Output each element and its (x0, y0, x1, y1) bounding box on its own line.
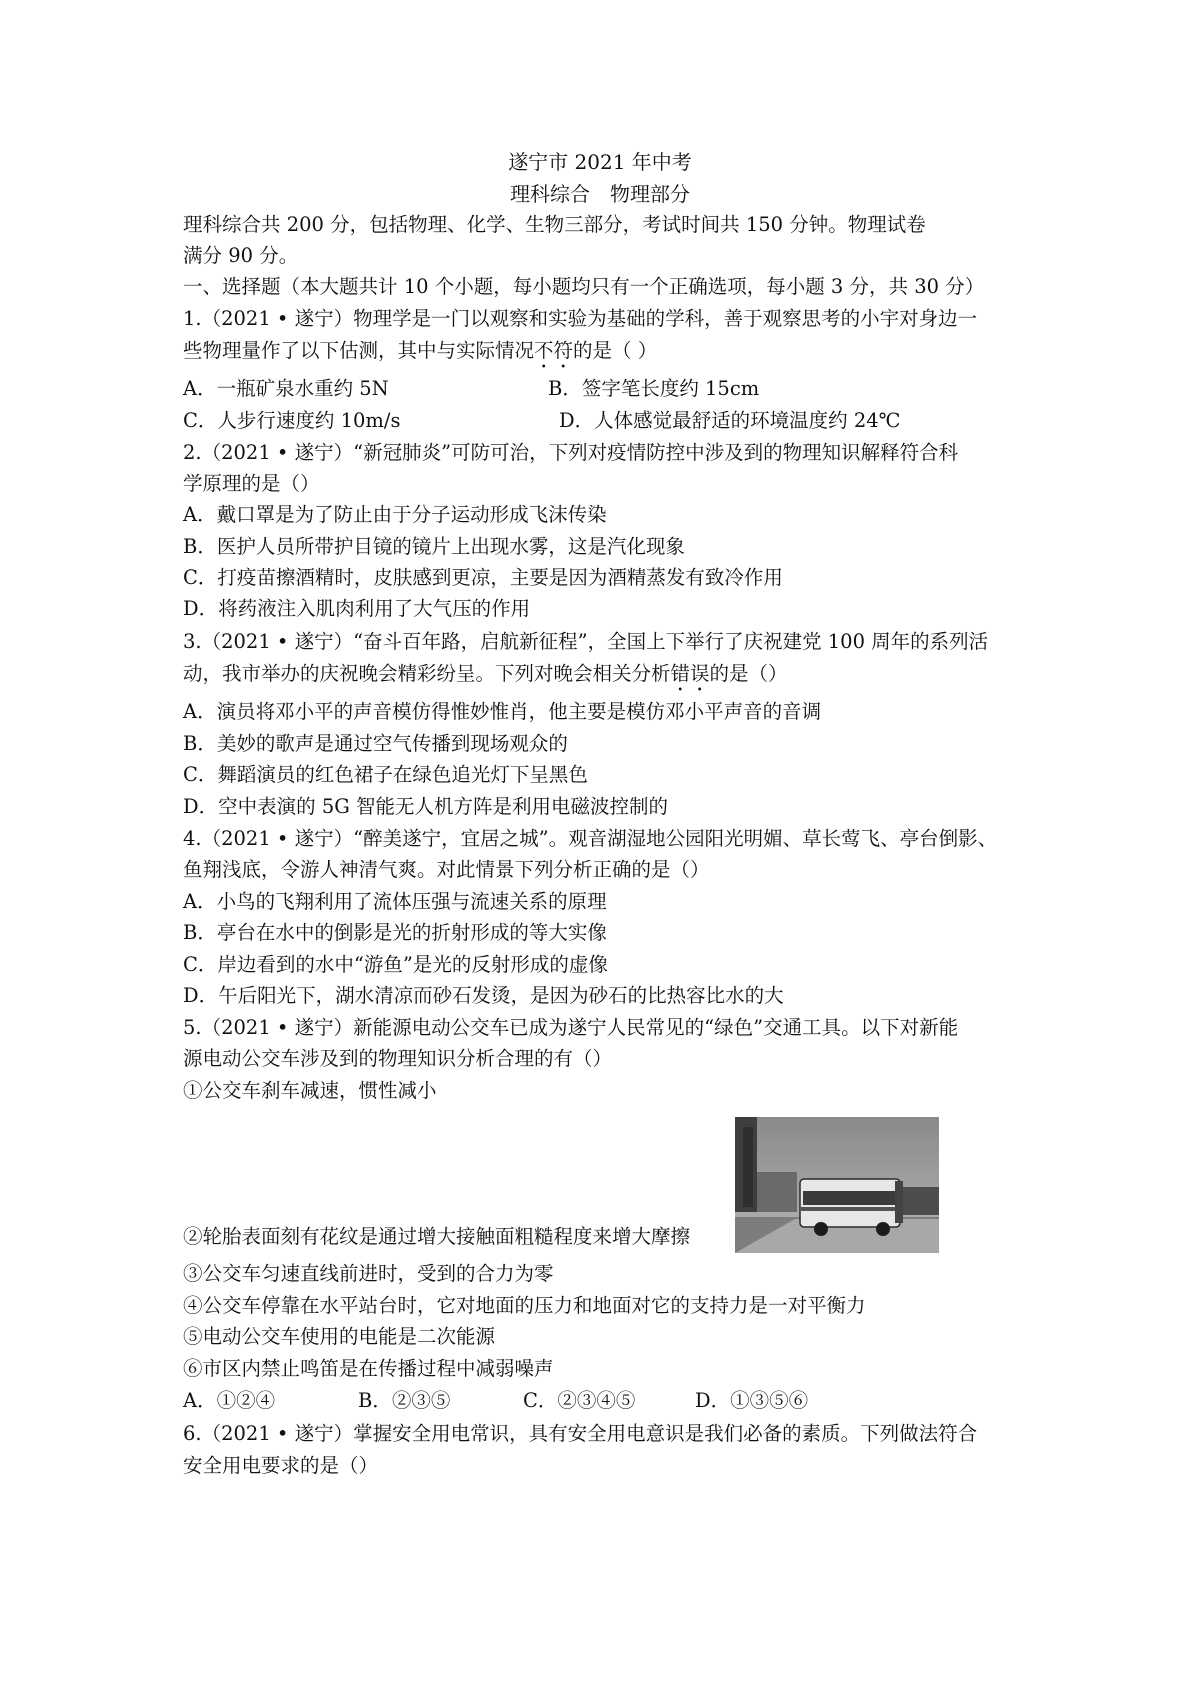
q4-stem-line-1: 4.（2021 • 遂宁）“醉美遂宁，宜居之城”。观音湖湿地公园阳光明媚、草长莺飞、亭台倒影、 (183, 827, 998, 850)
q3-option-c: C．舞蹈演员的红色裙子在绿色追光灯下呈黑色 (183, 763, 588, 786)
q3-stem-line-1: 3.（2021 • 遂宁）“奋斗百年路，启航新征程”，全国上下举行了庆祝建党 100 周年的系列活 (183, 630, 989, 653)
q5-item-2: ②轮胎表面刻有花纹是通过增大接触面粗糙程度来增大摩擦 (183, 1225, 691, 1248)
q5-option-d: D．①③⑤⑥ (695, 1389, 809, 1412)
q2-option-c: C．打疫苗擦酒精时，皮肤感到更凉，主要是因为酒精蒸发有致冷作用 (183, 566, 783, 589)
q1-option-a: A．一瓶矿泉水重约 5N (183, 377, 389, 400)
q1-emphasis-word: 不符 (534, 339, 574, 362)
q6-stem-line-2: 安全用电要求的是（） (183, 1454, 379, 1477)
q5-item-4: ④公交车停靠在水平站台时，它对地面的压力和地面对它的支持力是一对平衡力 (183, 1294, 866, 1317)
exam-subtitle: 理科综合 物理部分 (510, 182, 690, 206)
q2-option-b: B．医护人员所带护目镜的镜片上出现水雾，这是汽化现象 (183, 535, 685, 558)
q3-stem-line-2 (183, 659, 788, 696)
electric-bus-photo (735, 1117, 939, 1253)
q1-stem-text: 些物理量作了以下估测，其中与实际情况 (183, 339, 535, 362)
q5-stem-line-2: 源电动公交车涉及到的物理知识分析合理的有（） (183, 1047, 613, 1070)
intro-line-2: 满分 90 分。 (183, 244, 299, 267)
q3-stem-end: 的是（） (709, 662, 788, 685)
q5-option-b: B．②③⑤ (358, 1389, 451, 1412)
q1-stem-line-2 (183, 336, 657, 373)
q1-option-c: C．人步行速度约 10m/s (183, 409, 401, 432)
q2-stem-line-2: 学原理的是（） (183, 472, 320, 495)
q4-stem-line-2: 鱼翔浅底，令游人神清气爽。对此情景下列分析正确的是（） (183, 858, 710, 881)
intro-line-1: 理科综合共 200 分，包括物理、化学、生物三部分，考试时间共 150 分钟。物理试卷 (183, 213, 926, 236)
q3-option-b: B．美妙的歌声是通过空气传播到现场观众的 (183, 732, 568, 755)
q3-stem-text: 动，我市举办的庆祝晚会精彩纷呈。下列对晚会相关分析 (183, 662, 671, 685)
q4-option-a: A．小鸟的飞翔利用了流体压强与流速关系的原理 (183, 890, 607, 913)
q3-option-a: A．演员将邓小平的声音模仿得惟妙惟肖，他主要是模仿邓小平声音的音调 (183, 700, 822, 723)
q5-item-5: ⑤电动公交车使用的电能是二次能源 (183, 1325, 496, 1348)
q2-stem-line-1: 2.（2021 • 遂宁）“新冠肺炎”可防可治，下列对疫情防控中涉及到的物理知识解释符合科 (183, 441, 959, 464)
q5-item-1: ①公交车刹车减速，惯性减小 (183, 1079, 437, 1102)
q1-option-d: D．人体感觉最舒适的环境温度约 24℃ (559, 409, 901, 432)
q1-stem-end: 的是（ ） (573, 339, 658, 362)
q5-item-6: ⑥市区内禁止鸣笛是在传播过程中减弱噪声 (183, 1357, 554, 1380)
section-heading: 一、选择题（本大题共计 10 个小题，每小题均只有一个正确选项，每小题 3 分，共 30 分） (183, 275, 985, 298)
q2-option-d: D．将药液注入肌肉利用了大气压的作用 (183, 597, 531, 620)
q6-stem-line-1: 6.（2021 • 遂宁）掌握安全用电常识，具有安全用电意识是我们必备的素质。下列做法符合 (183, 1422, 978, 1445)
q1-stem-line-1: 1.（2021 • 遂宁）物理学是一门以观察和实验为基础的学科，善于观察思考的小宇对身边一 (183, 307, 978, 330)
q2-option-a: A．戴口罩是为了防止由于分子运动形成飞沫传染 (183, 503, 607, 526)
exam-title: 遂宁市 2021 年中考 (508, 150, 692, 174)
q4-option-b: B．亭台在水中的倒影是光的折射形成的等大实像 (183, 921, 607, 944)
q1-option-b: B．签字笔长度约 15cm (548, 377, 760, 400)
q3-emphasis-word: 错误 (670, 662, 710, 685)
q3-option-d: D．空中表演的 5G 智能无人机方阵是利用电磁波控制的 (183, 795, 669, 818)
q4-option-c: C．岸边看到的水中“游鱼”是光的反射形成的虚像 (183, 953, 608, 976)
q5-stem-line-1: 5.（2021 • 遂宁）新能源电动公交车已成为遂宁人民常见的“绿色”交通工具。以下对新能 (183, 1016, 959, 1039)
q4-option-d: D．午后阳光下，湖水清凉而砂石发烫，是因为砂石的比热容比水的大 (183, 984, 784, 1007)
q5-option-a: A．①②④ (183, 1389, 276, 1412)
q5-option-c: C．②③④⑤ (523, 1389, 636, 1412)
q5-item-3: ③公交车匀速直线前进时，受到的合力为零 (183, 1262, 554, 1285)
